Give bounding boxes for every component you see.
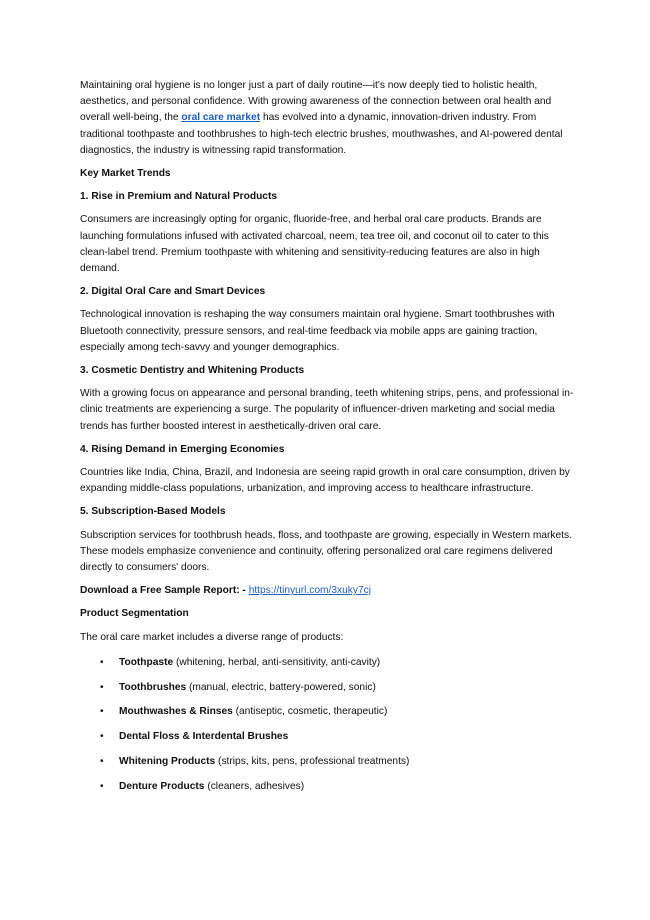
list-item bbox=[80, 655, 575, 671]
product-detail: (manual, electric, battery-powered, sonic) bbox=[186, 681, 376, 693]
list-item bbox=[80, 754, 575, 770]
trend-body: Subscription services for toothbrush heads, floss, and toothpaste are growing, especially in Western markets. These models emphasize convenience and continuity, offering personalized oral care regimens delivered directly to consumers' doors. bbox=[80, 529, 572, 574]
product-name: Mouthwashes & Rinses bbox=[119, 706, 233, 718]
product-name: Dental Floss & Interdental Brushes bbox=[119, 731, 289, 743]
intro-text-end: has evolved into a dynamic, innovation-driven industry. From traditional toothpaste and toothbrushes to high-tech electric brushes, mouthwashes, and AI-powered dental diagnostics, the industry is witnessing rapid transformation. bbox=[80, 112, 563, 156]
product-list bbox=[80, 655, 575, 795]
trend-1 bbox=[80, 189, 575, 277]
bullet-icon: • bbox=[100, 731, 104, 743]
trend-2 bbox=[80, 284, 575, 356]
trend-heading: 3. Cosmetic Dentistry and Whitening Products bbox=[80, 365, 305, 377]
download-label: Download a Free Sample Report: - bbox=[80, 585, 249, 597]
list-item bbox=[80, 729, 575, 745]
trend-heading: 4. Rising Demand in Emerging Economies bbox=[80, 443, 285, 455]
oral-care-market-link[interactable]: oral care market bbox=[181, 112, 261, 124]
trend-4 bbox=[80, 442, 575, 498]
intro-text-start: Maintaining oral hygiene is no longer just a part of daily routine—it's now deeply tied to holistic health, aesthetics, and personal confidence. With growing awareness of the connection between oral health and overall well-being, the bbox=[80, 80, 552, 124]
product-detail: (cleaners, adhesives) bbox=[204, 780, 305, 792]
bullet-icon: • bbox=[100, 681, 104, 693]
trend-3 bbox=[80, 363, 575, 435]
trend-body: Countries like India, China, Brazil, and Indonesia are seeing rapid growth in oral care consumption, driven by expanding middle-class populations, urbanization, and improving access to healthcare infrastructure. bbox=[80, 467, 570, 495]
product-detail: (antiseptic, cosmetic, therapeutic) bbox=[232, 706, 388, 718]
sample-report-link[interactable]: https://tinyurl.com/3xuky7cj bbox=[248, 585, 371, 597]
product-name: Denture Products bbox=[119, 780, 205, 792]
list-item bbox=[80, 704, 575, 720]
segmentation-heading: Product Segmentation bbox=[80, 608, 189, 620]
trend-body: With a growing focus on appearance and personal branding, teeth whitening strips, pens, and professional in-clinic treatments are experiencing a surge. The popularity of influencer-driven marketing and social media trends has further boosted interest in aesthetically-driven oral care. bbox=[80, 388, 574, 432]
key-trends-heading: Key Market Trends bbox=[80, 168, 171, 180]
trend-heading: 1. Rise in Premium and Natural Products bbox=[80, 191, 278, 203]
bullet-icon: • bbox=[100, 756, 104, 768]
bullet-icon: • bbox=[100, 780, 104, 792]
trend-heading: 5. Subscription-Based Models bbox=[80, 506, 226, 518]
product-name: Toothbrushes bbox=[119, 681, 187, 693]
product-detail: (strips, kits, pens, professional treatments) bbox=[215, 756, 410, 768]
product-detail: (whitening, herbal, anti-sensitivity, anti-cavity) bbox=[173, 656, 381, 668]
trend-heading: 2. Digital Oral Care and Smart Devices bbox=[80, 286, 266, 298]
trend-body: Technological innovation is reshaping the way consumers maintain oral hygiene. Smart toothbrushes with Bluetooth connectivity, pressure sensors, and real-time feedback via mobile apps are gaining traction, especially among tech-savvy and younger demographics. bbox=[80, 309, 555, 353]
product-name: Whitening Products bbox=[119, 756, 216, 768]
document-page bbox=[80, 78, 575, 804]
bullet-icon: • bbox=[100, 706, 104, 718]
bullet-icon: • bbox=[100, 656, 104, 668]
list-item bbox=[80, 779, 575, 795]
list-item bbox=[80, 680, 575, 696]
download-line bbox=[80, 583, 575, 599]
product-name: Toothpaste bbox=[119, 656, 174, 668]
intro-paragraph bbox=[80, 78, 575, 159]
trend-5 bbox=[80, 504, 575, 576]
segmentation-intro: The oral care market includes a diverse range of products: bbox=[80, 631, 344, 643]
trend-body: Consumers are increasingly opting for organic, fluoride-free, and herbal oral care products. Brands are launching formulations infused with activated charcoal, neem, tea tree oil, and coconut oil to cater to this clean-label trend. Premium toothpaste with whitening and sensitivity-reducing features are also in high demand. bbox=[80, 214, 549, 275]
